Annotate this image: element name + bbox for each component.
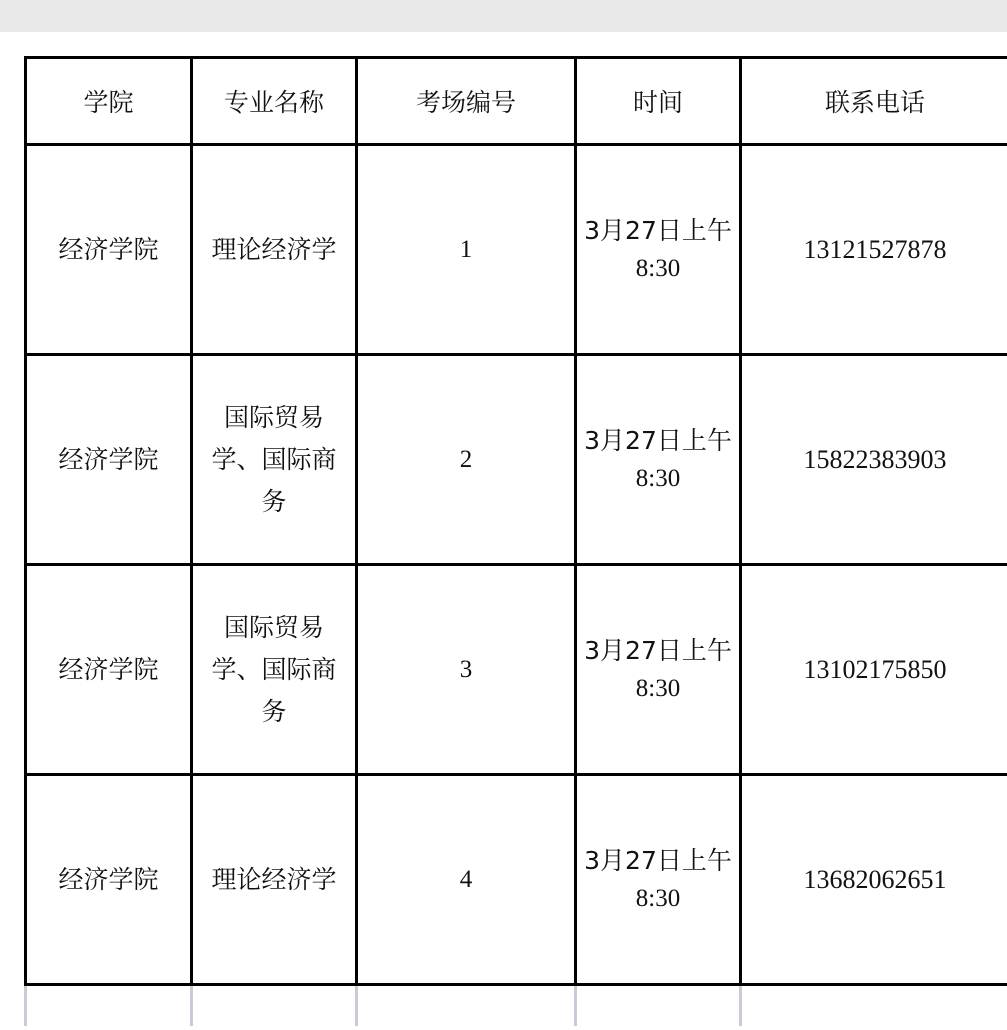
table-row	[26, 145, 1007, 355]
major-cell: 理论经济学	[192, 775, 357, 985]
phone-cell: 15822383903	[741, 355, 1007, 565]
header-phone: 联系电话	[741, 58, 1007, 145]
time-date: 3月27日上午	[584, 845, 732, 875]
header-room: 考场编号	[357, 58, 576, 145]
table-row	[26, 775, 1007, 985]
phone-cell: 13102175850	[741, 565, 1007, 775]
table-row	[26, 355, 1007, 565]
exam-table-container	[24, 56, 1007, 1030]
time-cell	[576, 565, 741, 775]
college-cell: 经济学院	[26, 145, 192, 355]
major-cell: 国际贸易学、国际商务	[192, 355, 357, 565]
room-cell: 2	[357, 355, 576, 565]
time-date: 3月27日上午	[584, 215, 732, 245]
header-major: 专业名称	[192, 58, 357, 145]
partial-cell	[741, 985, 1007, 1027]
header-time: 时间	[576, 58, 741, 145]
room-cell: 1	[357, 145, 576, 355]
college-cell: 经济学院	[26, 355, 192, 565]
top-bar	[0, 0, 1007, 32]
time-clock: 8:30	[635, 884, 681, 912]
college-cell: 经济学院	[26, 775, 192, 985]
table-row-partial	[26, 985, 1007, 1027]
phone-cell: 13121527878	[741, 145, 1007, 355]
table-row	[26, 565, 1007, 775]
time-clock: 8:30	[635, 674, 681, 702]
college-cell: 经济学院	[26, 565, 192, 775]
room-cell: 3	[357, 565, 576, 775]
time-cell	[576, 355, 741, 565]
table-header-row	[26, 58, 1007, 145]
time-date: 3月27日上午	[584, 425, 732, 455]
time-cell	[576, 775, 741, 985]
time-clock: 8:30	[635, 464, 681, 492]
time-cell	[576, 145, 741, 355]
partial-cell	[357, 985, 576, 1027]
time-clock: 8:30	[635, 254, 681, 282]
phone-cell: 13682062651	[741, 775, 1007, 985]
room-cell: 4	[357, 775, 576, 985]
partial-cell	[26, 985, 192, 1027]
partial-cell	[576, 985, 741, 1027]
time-date: 3月27日上午	[584, 635, 732, 665]
major-cell: 国际贸易学、国际商务	[192, 565, 357, 775]
partial-cell	[192, 985, 357, 1027]
major-cell: 理论经济学	[192, 145, 357, 355]
header-college: 学院	[26, 58, 192, 145]
exam-table	[24, 56, 1007, 1026]
